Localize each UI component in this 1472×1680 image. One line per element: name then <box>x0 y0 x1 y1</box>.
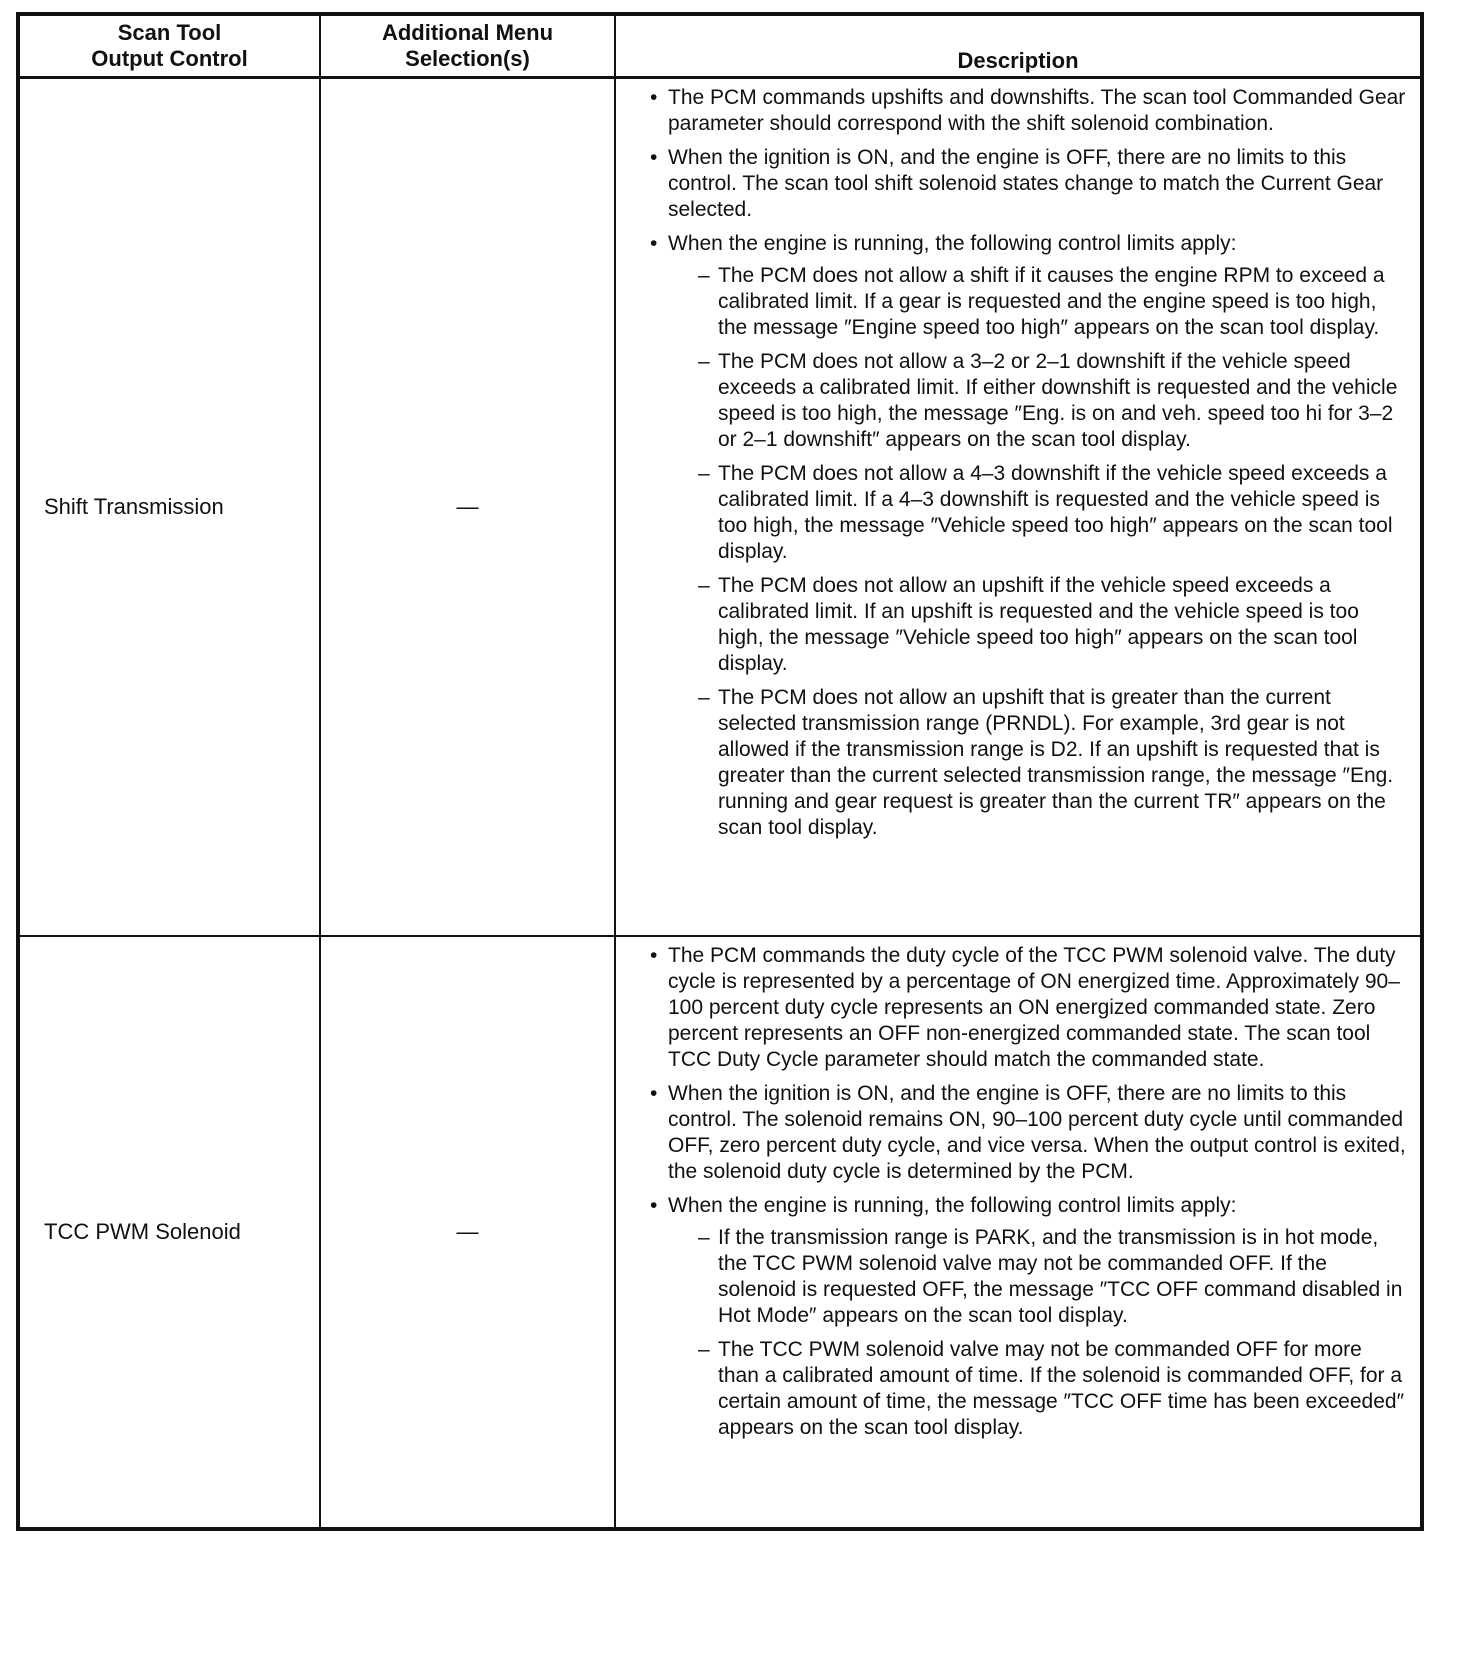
header-col2-line1: Additional Menu <box>381 20 554 45</box>
header-col1-line1: Scan Tool <box>117 20 222 45</box>
header-additional-menu-selections <box>320 15 615 78</box>
header-col2-line2: Selection(s) <box>405 46 530 71</box>
list-item: – The PCM does not allow an upshift that is greater than the current selected transmission range (PRNDL). For example, 3rd gear is not allowed if the transmission range is D2. If an upshift is requested that is greater than the current selected transmission range, the message ″Eng. running and gear request is greater than the current TR″ appears on the scan tool display. <box>698 686 1394 839</box>
output-control-table <box>18 14 1422 1529</box>
table-row <box>19 78 1421 936</box>
output-control-table-frame <box>16 12 1424 1531</box>
bullet-icon: • <box>650 146 658 169</box>
list-item: – The PCM does not allow a 3–2 or 2–1 downshift if the vehicle speed exceeds a calibrated limit. If either downshift is requested and the vehicle speed is too high, the message ″Eng. is on and veh. speed too hi for 3–2 or 2–1 downshift″ appears on the scan tool display. <box>698 350 1398 451</box>
list-item: • The PCM commands the duty cycle of the TCC PWM solenoid valve. The duty cycle is represented by a percentage of ON energized time. Approximately 90–100 percent duty cycle represents an ON energized commanded state. Zero percent represents an OFF non-energized commanded state. The scan tool TCC Duty Cycle parameter should match the commanded state. <box>650 943 1400 1071</box>
list-item: – The TCC PWM solenoid valve may not be commanded OFF for more than a calibrated amount of time. If the solenoid is commanded OFF, for a certain amount of time, the message ″TCC OFF time has been exceeded″ appears on the scan tool display. <box>698 1337 1405 1439</box>
dash-icon: – <box>698 264 710 287</box>
bullet-icon: • <box>650 943 658 967</box>
cell-menu-selection: — <box>320 78 615 936</box>
dash-icon: – <box>698 686 710 709</box>
list-item: – The PCM does not allow a shift if it causes the engine RPM to exceed a calibrated limit. If a gear is requested and the engine speed is too high, the message ″Engine speed too high″ appears on the scan tool display. <box>698 264 1385 339</box>
bullet-icon: • <box>650 1081 658 1105</box>
cell-description <box>615 936 1421 1528</box>
dash-icon: – <box>698 462 710 485</box>
cell-output-control: Shift Transmission <box>19 78 320 936</box>
description-bullet-list <box>646 85 1406 841</box>
table-header-row <box>19 15 1421 78</box>
list-item: – If the transmission range is PARK, and the transmission is in hot mode, the TCC PWM solenoid valve may not be commanded OFF. If the solenoid is requested OFF, the message ″TCC OFF command disabled in Hot Mode″ appears on the scan tool display. <box>698 1225 1403 1327</box>
list-item: – The PCM does not allow a 4–3 downshift if the vehicle speed exceeds a calibrated limit. If a 4–3 downshift is requested and the vehicle speed is too high, the message ″Vehicle speed too high″ appears on the scan tool display. <box>698 462 1393 563</box>
list-item: • When the ignition is ON, and the engine is OFF, there are no limits to this control. The solenoid remains ON, 90–100 percent duty cycle until commanded OFF, zero percent duty cycle, and vice versa. When the output control is exited, the solenoid duty cycle is determined by the PCM. <box>650 1081 1406 1183</box>
control-limits-sublist <box>668 1225 1406 1441</box>
list-item: • The PCM commands upshifts and downshifts. The scan tool Commanded Gear parameter should correspond with the shift solenoid combination. <box>650 86 1406 135</box>
list-item: • When the ignition is ON, and the engine is OFF, there are no limits to this control. The scan tool shift solenoid states change to match the Current Gear selected. <box>650 146 1384 221</box>
header-col1-line2: Output Control <box>91 46 248 71</box>
description-bullet-list <box>646 943 1406 1441</box>
bullet-icon: • <box>650 1193 658 1217</box>
table-row <box>19 936 1421 1528</box>
control-limits-sublist <box>668 263 1406 841</box>
bullet-icon: • <box>650 86 658 109</box>
list-item: – The PCM does not allow an upshift if the vehicle speed exceeds a calibrated limit. If an upshift is requested and the vehicle speed is too high, the message ″Vehicle speed too high″ appears on the scan tool display. <box>698 574 1359 675</box>
dash-icon: – <box>698 1225 710 1249</box>
list-item: • When the engine is running, the following control limits apply: – The PCM does not allow a shift if it causes the engine RPM to exceed a calibrated limit. If a gear is requested and the engine speed is too high, the message ″Engine speed too high″ appears on the scan tool display. – The PCM does not allow a 3–2 or 2–1 downshift if the vehicle speed exceeds a calibrated limit. If either downshift is requested and the vehicle speed is too high, the message ″Eng. is on and veh. speed too hi for 3–2 or 2–1 downshift″ appears on the scan tool display. – The PCM does not allow a 4–3 downshift if the vehicle speed exceeds a calibrated limit. If a 4–3 downshift is requested and the vehicle speed is too high, the message ″Vehicle speed too high″ appears on the scan tool display. – The PCM does not allow an upshift if the vehicle speed exceeds a calibrated limit. If an upshift is requested and the vehicle speed is too high, the message ″Vehicle speed too high″ appears on the scan tool display. – The PCM does not allow an upshift that is greater than the current selected transmission range (PRNDL). For example, 3rd gear is not allowed if the transmission range is D2. If an upshift is requested that is greater than the current selected transmission range, the message ″Eng. running and gear request is greater than the current TR″ appears on the scan tool display. <box>646 231 1406 841</box>
dash-icon: – <box>698 350 710 373</box>
header-scan-tool-output-control <box>19 15 320 78</box>
list-item: • When the engine is running, the following control limits apply: – If the transmission range is PARK, and the transmission is in hot mode, the TCC PWM solenoid valve may not be commanded OFF. If the solenoid is requested OFF, the message ″TCC OFF command disabled in Hot Mode″ appears on the scan tool display. – The TCC PWM solenoid valve may not be commanded OFF for more than a calibrated amount of time. If the solenoid is commanded OFF, for a certain amount of time, the message ″TCC OFF time has been exceeded″ appears on the scan tool display. <box>650 1193 1405 1439</box>
dash-icon: – <box>698 1337 710 1361</box>
cell-menu-selection: — <box>320 936 615 1528</box>
dash-icon: – <box>698 574 710 597</box>
header-description: Description <box>615 15 1421 78</box>
cell-description <box>615 78 1421 936</box>
bullet-icon: • <box>650 232 658 255</box>
cell-output-control: TCC PWM Solenoid <box>19 936 320 1528</box>
